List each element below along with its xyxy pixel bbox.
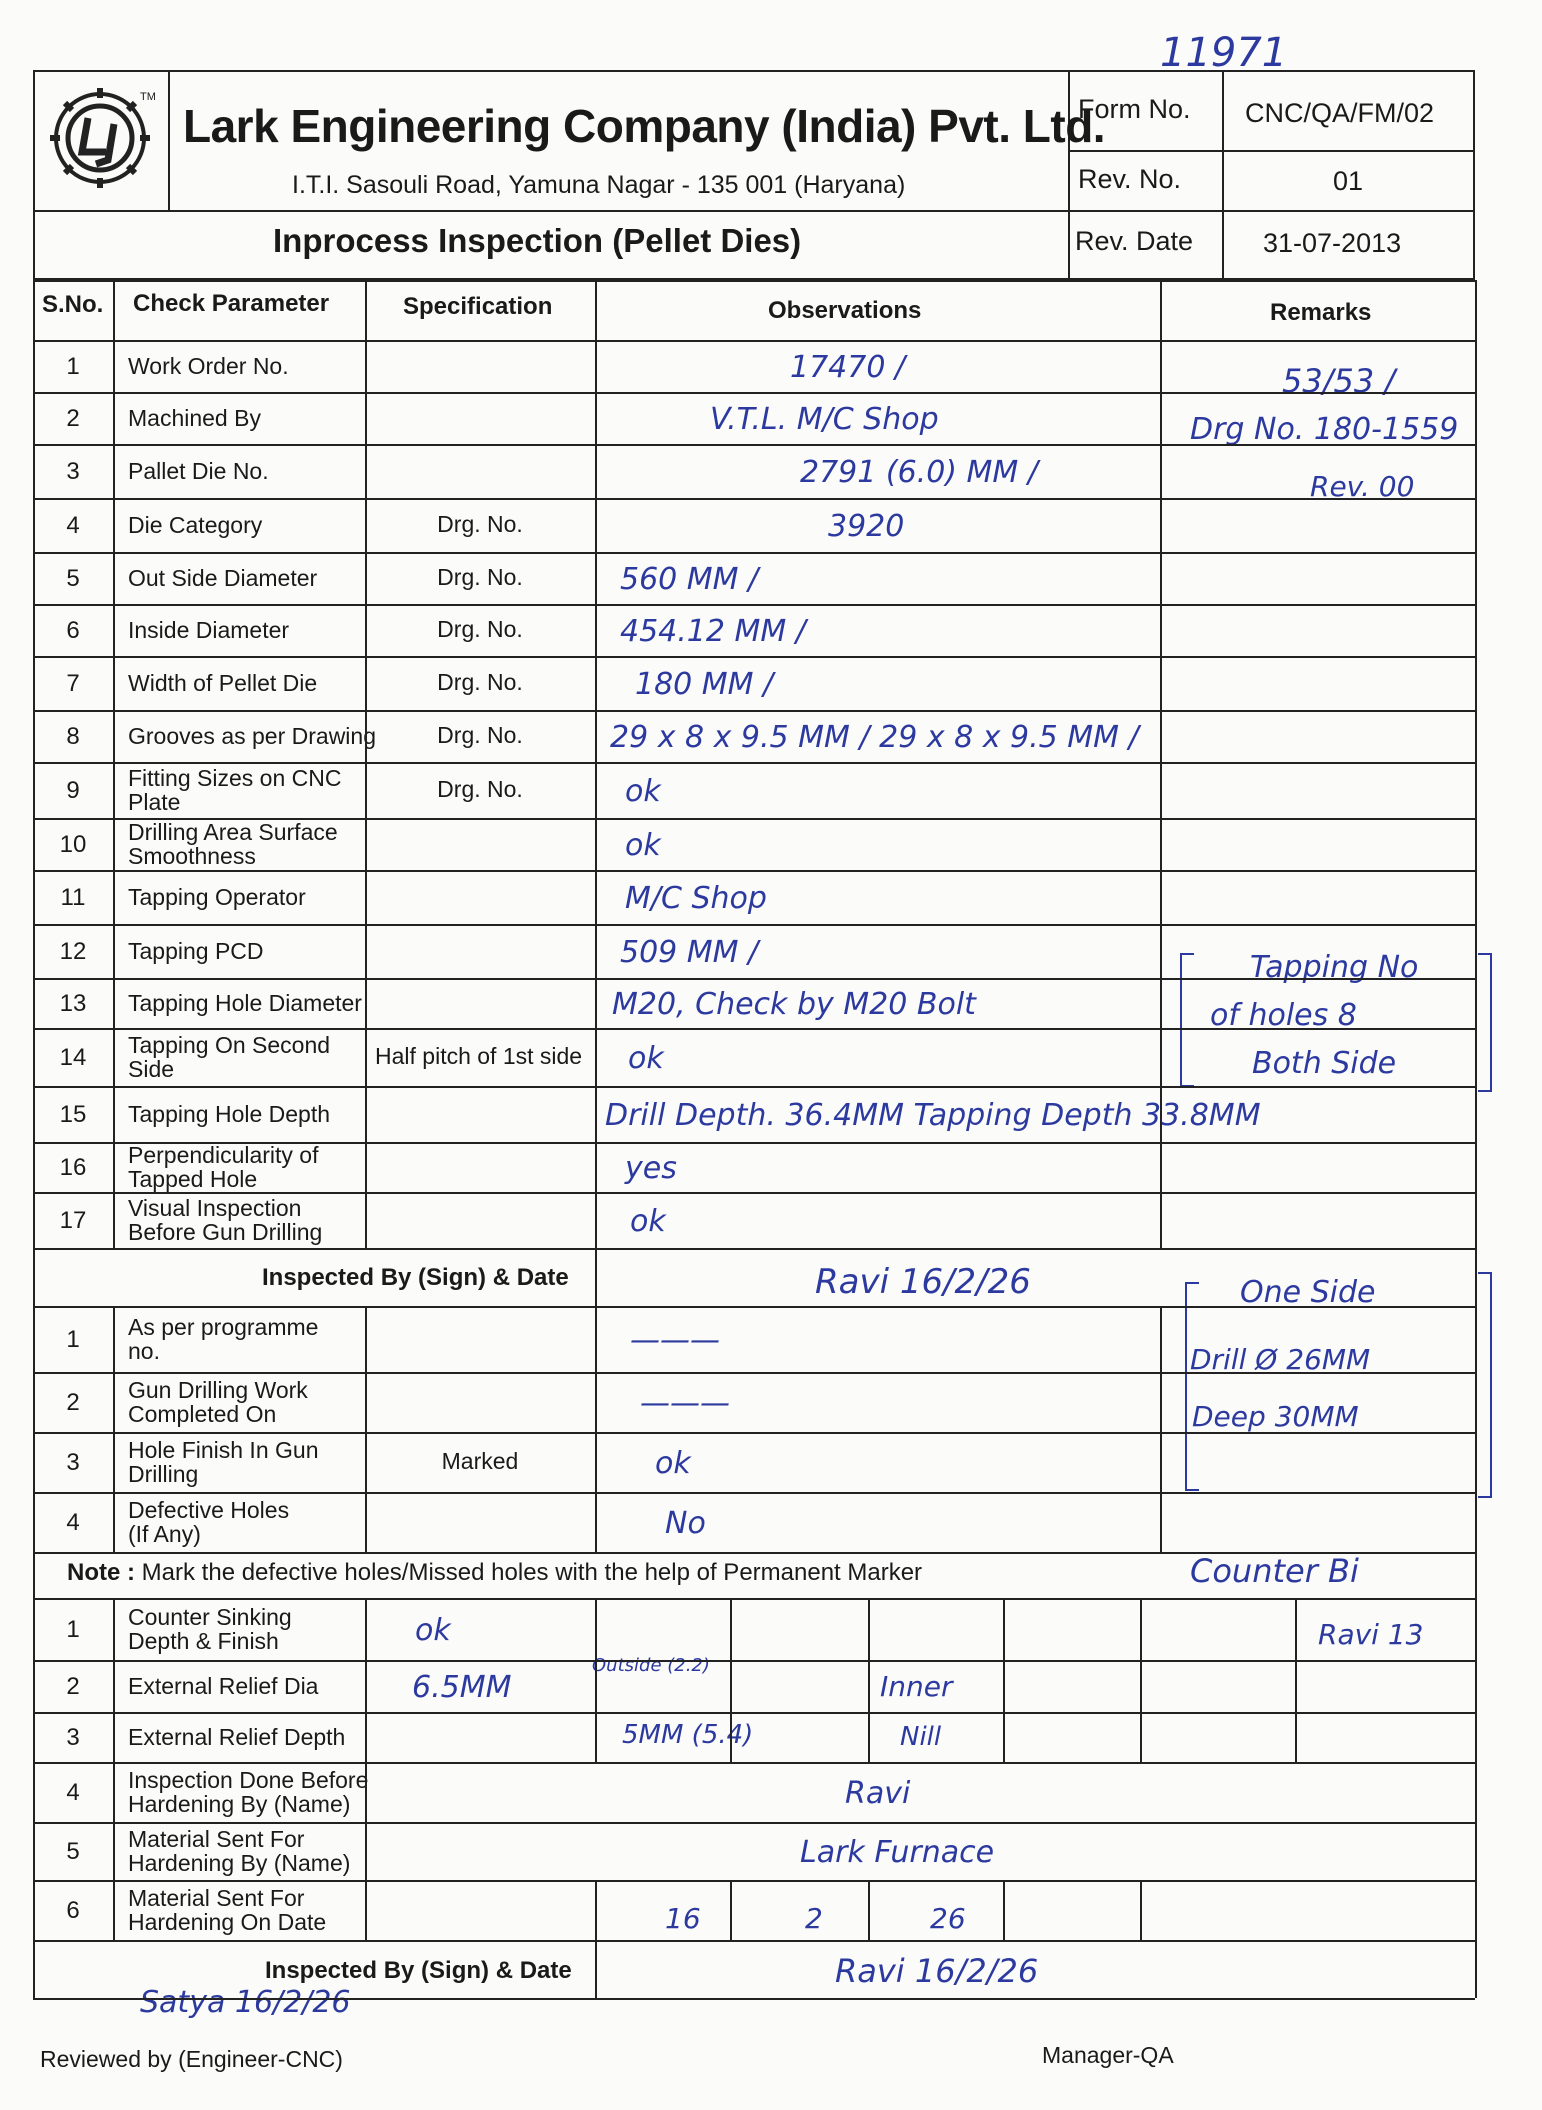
row-sno: 3 — [66, 1449, 80, 1476]
row-specification: Drg. No. — [437, 616, 523, 642]
row-observation: 560 MM / — [620, 562, 759, 597]
top-ink-number: 11971 — [1160, 30, 1288, 76]
remark-gun-3: Deep 30MM — [1192, 1400, 1359, 1433]
row-parameter: Inspection Done Before — [128, 1767, 369, 1793]
section3-remark: Ravi 13 — [1318, 1618, 1424, 1651]
row-parameter: (If Any) — [128, 1521, 201, 1547]
row-parameter: Visual Inspection — [128, 1195, 302, 1221]
logo-tm: TM — [140, 91, 156, 103]
inspected-sign-2: Ravi 16/2/26 — [835, 1952, 1039, 1990]
row-parameter: Hardening By (Name) — [128, 1791, 351, 1817]
row-sno: 2 — [66, 405, 80, 432]
row-sno: 8 — [66, 723, 80, 750]
row-sno: 10 — [59, 831, 87, 858]
row-parameter: Tapping Operator — [128, 884, 306, 910]
row-observation: 29 x 8 x 9.5 MM / 29 x 8 x 9.5 MM / — [610, 720, 1139, 755]
row-observation: Ravi — [845, 1776, 911, 1811]
row-parameter: Material Sent For — [128, 1885, 305, 1911]
col-header-spec: Specification — [403, 293, 553, 320]
row-observation: ok — [415, 1613, 451, 1648]
note-text: Mark the defective holes/Missed holes with the help of Permanent Marker — [141, 1559, 923, 1586]
row-observation: Lark Furnace — [800, 1835, 995, 1870]
row-sno: 14 — [59, 1044, 87, 1071]
row-parameter: Tapping Hole Depth — [128, 1101, 331, 1127]
row-parameter: Grooves as per Drawing — [128, 723, 376, 749]
form-no-label: Form No. — [1078, 94, 1191, 124]
row-parameter: Depth & Finish — [128, 1628, 279, 1654]
hardening-date-day: 16 — [665, 1902, 701, 1935]
row-observation: Drill Depth. 36.4MM Tapping Depth 33.8MM — [605, 1098, 1261, 1133]
inspected-sign-1: Ravi 16/2/26 — [815, 1262, 1031, 1302]
row-parameter: Before Gun Drilling — [128, 1219, 323, 1245]
relief-depth: 5MM (5.4) — [622, 1720, 754, 1750]
row-sno: 9 — [66, 777, 80, 804]
rev-date-label: Rev. Date — [1075, 226, 1194, 256]
row-parameter: Side — [128, 1056, 175, 1082]
row-specification: Drg. No. — [437, 564, 523, 590]
company-name: Lark Engineering Company (India) Pvt. Ltd. — [183, 100, 1106, 152]
row-specification: Drg. No. — [437, 776, 523, 802]
note-ink: Counter Bi — [1190, 1552, 1359, 1590]
row-observation: 454.12 MM / — [620, 614, 806, 649]
row-sno: 3 — [66, 458, 80, 485]
row-parameter: Fitting Sizes on CNC — [128, 765, 342, 791]
inspected-by-label-1: Inspected By (Sign) & Date — [262, 1264, 569, 1291]
note — [67, 1560, 922, 1586]
row-parameter: Out Side Diameter — [128, 565, 318, 591]
row-parameter: Hole Finish In Gun — [128, 1437, 319, 1463]
row-parameter: Die Category — [128, 512, 263, 538]
row-parameter: Plate — [128, 789, 181, 815]
col-header-param: Check Parameter — [133, 290, 330, 317]
nill-note: Nill — [900, 1722, 942, 1752]
row-parameter: Width of Pellet Die — [128, 670, 318, 696]
col-header-obs: Observations — [768, 297, 922, 324]
form-no-value: CNC/QA/FM/02 — [1245, 98, 1435, 128]
row-observation: 3920 — [828, 509, 905, 544]
rev-no-value: 01 — [1333, 166, 1364, 196]
row-sno: 5 — [66, 1838, 80, 1865]
row-parameter: no. — [128, 1338, 160, 1364]
row-parameter: Drilling Area Surface — [128, 819, 338, 845]
row-parameter: Defective Holes — [128, 1497, 290, 1523]
remark-1: 53/53 / — [1282, 362, 1396, 400]
row-sno: 12 — [59, 938, 87, 965]
row-observation: ok — [625, 774, 661, 809]
reviewer-signature: Satya 16/2/26 — [140, 1985, 351, 2020]
row-parameter: Pallet Die No. — [128, 458, 269, 484]
row-parameter: As per programme — [128, 1314, 319, 1340]
row-sno: 1 — [66, 1616, 80, 1643]
inspected-by-label-2: Inspected By (Sign) & Date — [265, 1957, 572, 1984]
row-sno: 1 — [66, 353, 80, 380]
row-sno: 5 — [66, 565, 80, 592]
row-sno: 2 — [66, 1389, 80, 1416]
row-specification: Marked — [441, 1448, 519, 1474]
row-observation: No — [665, 1506, 706, 1541]
row-parameter: Completed On — [128, 1401, 277, 1427]
row-observation: M20, Check by M20 Bolt — [612, 987, 976, 1022]
row-parameter: Work Order No. — [128, 353, 289, 379]
row-observation: ok — [655, 1446, 691, 1481]
manager-qa: Manager-QA — [1042, 2042, 1174, 2068]
row-parameter: External Relief Dia — [128, 1673, 319, 1699]
row-observation: 180 MM / — [635, 667, 774, 702]
row-observation: 6.5MM — [412, 1670, 512, 1705]
row-sno: 4 — [66, 1509, 80, 1536]
row-observation: 509 MM / — [620, 935, 759, 970]
row-sno: 3 — [66, 1724, 80, 1751]
row-observation: ——— — [640, 1386, 730, 1421]
row-sno: 6 — [66, 1897, 80, 1924]
row-observation: 2791 (6.0) MM / — [800, 455, 1038, 490]
row-parameter: Hardening By (Name) — [128, 1850, 351, 1876]
remark-tapping-2: of holes 8 — [1210, 998, 1357, 1033]
row-sno: 2 — [66, 1673, 80, 1700]
row-observation: ok — [628, 1041, 664, 1076]
row-observation: ok — [630, 1204, 666, 1239]
row-parameter: Hardening On Date — [128, 1909, 327, 1935]
row-sno: 6 — [66, 617, 80, 644]
row-parameter: Counter Sinking — [128, 1604, 292, 1630]
row-sno: 1 — [66, 1326, 80, 1353]
inner-note: Inner — [880, 1670, 953, 1703]
row-sno: 4 — [66, 512, 80, 539]
row-observation: yes — [625, 1151, 677, 1186]
remark-tapping-3: Both Side — [1252, 1046, 1397, 1081]
row-observation: ——— — [630, 1323, 720, 1358]
reviewed-by: Reviewed by (Engineer-CNC) — [40, 2046, 343, 2072]
row-parameter: Perpendicularity of — [128, 1142, 319, 1168]
row-parameter: Drilling — [128, 1461, 199, 1487]
row-specification: Half pitch of 1st side — [375, 1043, 583, 1069]
row-sno: 7 — [66, 670, 80, 697]
row-parameter: Machined By — [128, 405, 261, 431]
rev-date-value: 31-07-2013 — [1263, 228, 1402, 258]
row-parameter: Inside Diameter — [128, 617, 290, 643]
outside-note: Outside (2.2) — [592, 1655, 710, 1676]
row-sno: 15 — [59, 1101, 87, 1128]
row-parameter: Gun Drilling Work — [128, 1377, 308, 1403]
remark-3: Rev. 00 — [1310, 470, 1415, 503]
remark-gun-2: Drill Ø 26MM — [1190, 1343, 1371, 1376]
row-specification: Drg. No. — [437, 669, 523, 695]
row-sno: 13 — [59, 990, 87, 1017]
row-observation: 17470 / — [790, 350, 906, 385]
row-sno: 11 — [60, 884, 86, 911]
remark-tapping-1: Tapping No — [1250, 950, 1419, 985]
remark-gun-1: One Side — [1240, 1275, 1376, 1310]
row-parameter: Tapping PCD — [128, 938, 264, 964]
hardening-date-month: 2 — [805, 1902, 823, 1935]
row-parameter: Material Sent For — [128, 1826, 305, 1852]
row-sno: 16 — [59, 1154, 87, 1181]
note-label: Note : — [67, 1559, 135, 1586]
company-address: I.T.I. Sasouli Road, Yamuna Nagar - 135 001 (Haryana) — [292, 171, 906, 199]
row-parameter: External Relief Depth — [128, 1724, 346, 1750]
col-header-sno: S.No. — [42, 291, 104, 318]
row-parameter: Tapping On Second — [128, 1032, 331, 1058]
row-sno: 17 — [59, 1207, 87, 1234]
row-observation: V.T.L. M/C Shop — [710, 402, 939, 437]
remark-2: Drg No. 180-1559 — [1190, 412, 1459, 447]
col-header-remarks: Remarks — [1270, 299, 1372, 326]
hardening-date-year: 26 — [930, 1902, 966, 1935]
row-parameter: Smoothness — [128, 843, 256, 869]
row-sno: 4 — [66, 1779, 80, 1806]
row-parameter: Tapping Hole Diameter — [128, 990, 362, 1016]
row-specification: Drg. No. — [437, 722, 523, 748]
row-observation: M/C Shop — [625, 881, 767, 916]
rev-no-label: Rev. No. — [1078, 164, 1182, 194]
row-observation: ok — [625, 828, 661, 863]
row-specification: Drg. No. — [437, 511, 523, 537]
form-title: Inprocess Inspection (Pellet Dies) — [273, 222, 802, 259]
row-parameter: Tapped Hole — [128, 1166, 258, 1192]
